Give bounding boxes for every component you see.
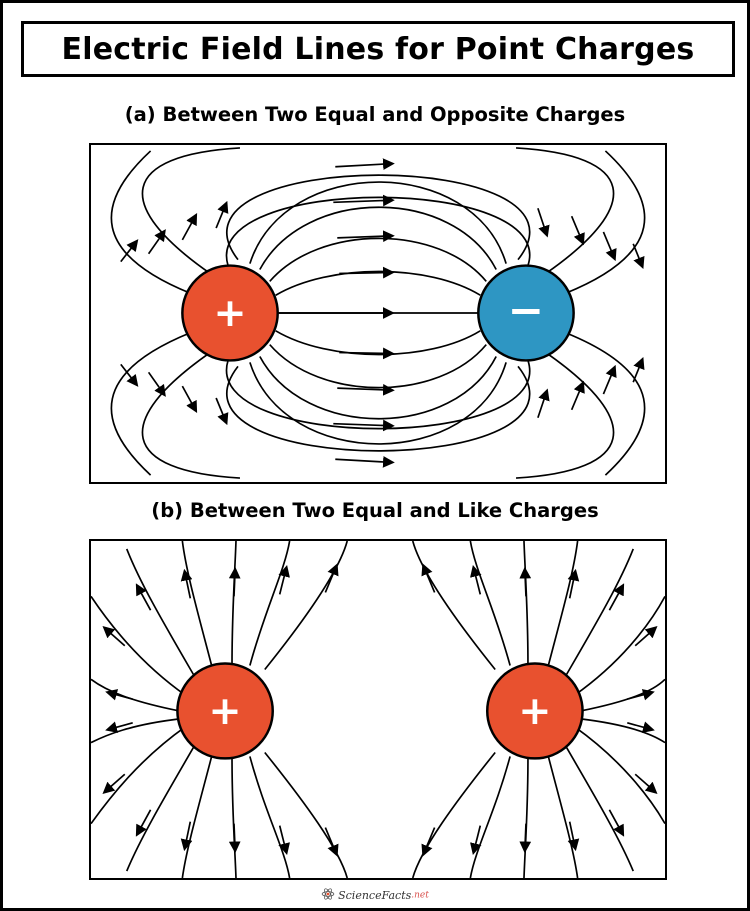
caption-panel-a: (a) Between Two Equal and Opposite Charges: [124, 103, 626, 126]
charge-negative-a: [478, 266, 573, 361]
title-box: [21, 21, 735, 77]
caption-panel-b: (b) Between Two Equal and Like Charges: [151, 499, 599, 522]
footer-credit: [3, 887, 747, 904]
field-lines-like-svg: [91, 541, 665, 878]
charge-sign-positive-left: +: [208, 688, 242, 734]
page-title: Electric Field Lines for Point Charges: [61, 31, 695, 67]
charge-positive-a: [182, 266, 277, 361]
footer-brand-tld: .net: [411, 890, 429, 901]
sciencefacts-logo-icon: [321, 887, 335, 904]
charge-sign-positive-right: +: [518, 688, 552, 734]
footer-brand-name: ScienceFacts: [338, 889, 412, 902]
field-lines-opposite-svg: [91, 145, 665, 482]
charge-positive-b-left: [177, 664, 272, 759]
charge-sign-positive: +: [213, 290, 247, 336]
diagram-panel-like-charges: [89, 539, 667, 880]
diagram-panel-opposite-charges: [89, 143, 667, 484]
charge-positive-b-right: [487, 664, 582, 759]
charge-sign-negative: −: [507, 286, 545, 336]
